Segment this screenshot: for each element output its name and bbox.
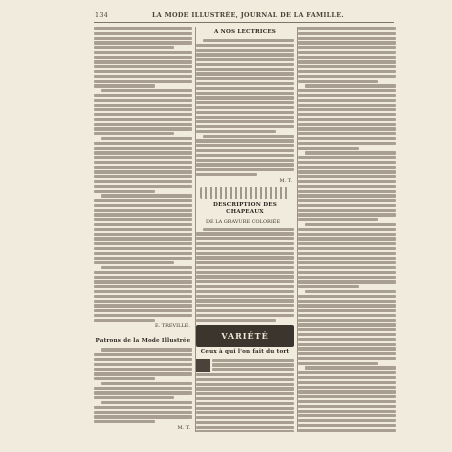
ornament-divider bbox=[200, 187, 290, 199]
text-line bbox=[196, 173, 257, 176]
text-line bbox=[298, 127, 396, 130]
text-line bbox=[298, 65, 396, 68]
text-line bbox=[196, 116, 294, 119]
text-line bbox=[94, 271, 192, 274]
text-line bbox=[94, 295, 192, 298]
text-line bbox=[305, 366, 396, 369]
text-line bbox=[298, 357, 396, 360]
text-line bbox=[196, 87, 294, 90]
text-line bbox=[196, 237, 294, 240]
text-line bbox=[298, 395, 396, 398]
text-line bbox=[101, 348, 192, 351]
text-line bbox=[298, 276, 396, 279]
text-line bbox=[298, 190, 396, 193]
text-line bbox=[298, 405, 396, 408]
text-line bbox=[298, 32, 396, 35]
text-line bbox=[298, 237, 396, 240]
text-line bbox=[94, 358, 192, 361]
text-line bbox=[94, 228, 192, 231]
drop-cap bbox=[196, 359, 210, 372]
text-line bbox=[298, 419, 396, 422]
text-line bbox=[196, 285, 294, 288]
text-line bbox=[101, 194, 192, 197]
text-line bbox=[298, 410, 396, 413]
section-title: Patrons de la Mode Illustrée bbox=[95, 338, 191, 345]
text-line bbox=[94, 276, 192, 279]
text-line bbox=[196, 149, 294, 152]
section-title: DESCRIPTION DES CHAPEAUX bbox=[213, 201, 277, 215]
text-line bbox=[101, 401, 192, 404]
text-line bbox=[196, 168, 294, 171]
text-line bbox=[196, 426, 294, 429]
text-line bbox=[298, 252, 396, 255]
text-line bbox=[101, 266, 192, 269]
text-line bbox=[101, 382, 192, 385]
text-line bbox=[94, 180, 192, 183]
text-line bbox=[94, 190, 155, 193]
text-line bbox=[196, 383, 294, 386]
banner-title: VARIÉTÉ bbox=[221, 330, 269, 341]
text-line bbox=[203, 228, 294, 231]
text-line bbox=[298, 60, 396, 63]
text-line bbox=[196, 266, 294, 269]
text-line bbox=[94, 391, 192, 394]
text-line bbox=[94, 261, 174, 264]
text-line bbox=[298, 323, 396, 326]
text-line bbox=[94, 309, 192, 312]
text-line bbox=[94, 420, 155, 423]
article-signature: M. T. bbox=[177, 424, 190, 431]
text-line bbox=[196, 63, 294, 66]
text-line bbox=[94, 60, 192, 63]
text-line bbox=[94, 170, 192, 173]
text-line bbox=[196, 256, 294, 259]
article-signature: E. TREVILLE. bbox=[154, 323, 190, 330]
text-line bbox=[298, 137, 396, 140]
text-line bbox=[94, 372, 192, 375]
text-line bbox=[298, 376, 396, 379]
text-line bbox=[94, 199, 192, 202]
text-line bbox=[196, 275, 294, 278]
text-line bbox=[298, 51, 396, 54]
text-line bbox=[298, 209, 396, 212]
header-rule bbox=[94, 22, 394, 23]
section-subtitle: DE LA GRAVURE COLORIÉE bbox=[206, 218, 281, 225]
text-line bbox=[298, 175, 396, 178]
text-line bbox=[94, 147, 192, 150]
text-line bbox=[298, 80, 378, 83]
spacer bbox=[94, 332, 192, 336]
text-line bbox=[196, 58, 294, 61]
text-line bbox=[196, 139, 294, 142]
text-line bbox=[298, 123, 396, 126]
text-line bbox=[196, 163, 294, 166]
text-line bbox=[196, 96, 294, 99]
text-line bbox=[196, 44, 294, 47]
text-line bbox=[94, 104, 192, 107]
text-line bbox=[94, 257, 192, 260]
text-line bbox=[101, 89, 192, 92]
text-line bbox=[94, 80, 192, 83]
text-line bbox=[196, 271, 294, 274]
text-line bbox=[196, 159, 294, 162]
text-line bbox=[298, 333, 396, 336]
text-line bbox=[298, 300, 396, 303]
text-line bbox=[196, 309, 294, 312]
text-line bbox=[94, 108, 192, 111]
text-line bbox=[298, 56, 396, 59]
text-line bbox=[298, 233, 396, 236]
text-line bbox=[94, 233, 192, 236]
text-line bbox=[298, 27, 396, 30]
text-line bbox=[196, 232, 294, 235]
text-line bbox=[196, 72, 294, 75]
text-line bbox=[298, 104, 396, 107]
text-line bbox=[94, 75, 192, 78]
text-line bbox=[94, 94, 192, 97]
text-line bbox=[94, 242, 192, 245]
text-line bbox=[298, 228, 396, 231]
text-line bbox=[298, 156, 396, 159]
text-line bbox=[94, 285, 192, 288]
text-line bbox=[94, 314, 192, 317]
text-line bbox=[298, 204, 396, 207]
text-line bbox=[298, 362, 378, 365]
text-line bbox=[298, 213, 396, 216]
text-line bbox=[298, 314, 396, 317]
text-line bbox=[298, 285, 359, 288]
text-line bbox=[94, 127, 192, 130]
text-line bbox=[94, 213, 192, 216]
text-line bbox=[298, 371, 396, 374]
text-line bbox=[298, 319, 396, 322]
text-line bbox=[298, 266, 396, 269]
text-line bbox=[298, 199, 396, 202]
text-line bbox=[94, 185, 192, 188]
text-line bbox=[298, 295, 396, 298]
text-line bbox=[298, 89, 396, 92]
text-line bbox=[94, 142, 192, 145]
text-line bbox=[298, 41, 396, 44]
text-line bbox=[196, 411, 294, 414]
text-line bbox=[196, 261, 294, 264]
column-2 bbox=[196, 27, 294, 432]
text-line bbox=[212, 363, 294, 366]
column-1 bbox=[94, 27, 192, 432]
text-line bbox=[298, 180, 396, 183]
text-line bbox=[94, 113, 192, 116]
text-line bbox=[298, 75, 396, 78]
text-line bbox=[94, 65, 192, 68]
text-line bbox=[298, 185, 396, 188]
text-line bbox=[94, 161, 192, 164]
text-line bbox=[305, 223, 396, 226]
text-line bbox=[298, 37, 396, 40]
text-line bbox=[196, 252, 294, 255]
text-line bbox=[94, 166, 192, 169]
text-line bbox=[94, 175, 192, 178]
text-line bbox=[196, 53, 294, 56]
text-line bbox=[196, 290, 294, 293]
text-line bbox=[94, 56, 192, 59]
text-line bbox=[94, 415, 192, 418]
text-line bbox=[298, 147, 359, 150]
story-title: Ceux à qui l'on fait du tort bbox=[200, 348, 290, 355]
text-line bbox=[94, 37, 192, 40]
text-line bbox=[196, 402, 294, 405]
text-line bbox=[196, 314, 294, 317]
text-line bbox=[94, 290, 192, 293]
text-line bbox=[298, 108, 396, 111]
text-line bbox=[196, 247, 294, 250]
text-line bbox=[94, 46, 174, 49]
text-line bbox=[94, 396, 174, 399]
text-line bbox=[196, 430, 294, 432]
text-line bbox=[298, 347, 396, 350]
column-3 bbox=[298, 27, 396, 432]
text-line bbox=[196, 280, 294, 283]
text-line bbox=[94, 363, 192, 366]
text-line bbox=[196, 304, 294, 307]
text-line bbox=[94, 406, 192, 409]
text-line bbox=[305, 151, 396, 154]
text-line bbox=[196, 154, 294, 157]
text-line bbox=[196, 49, 294, 52]
text-line bbox=[298, 381, 396, 384]
text-line bbox=[196, 319, 276, 322]
text-line bbox=[298, 46, 396, 49]
text-line bbox=[298, 161, 396, 164]
text-line bbox=[298, 166, 396, 169]
text-line bbox=[298, 142, 396, 145]
text-line bbox=[196, 77, 294, 80]
text-line bbox=[298, 113, 396, 116]
text-line bbox=[298, 194, 396, 197]
article-signature: M. T. bbox=[279, 177, 292, 184]
text-line bbox=[94, 84, 155, 87]
text-line bbox=[298, 242, 396, 245]
text-line bbox=[298, 338, 396, 341]
text-line bbox=[196, 373, 294, 376]
text-line bbox=[298, 343, 396, 346]
variete-banner bbox=[196, 325, 294, 347]
text-line bbox=[298, 309, 396, 312]
text-line bbox=[196, 82, 294, 85]
text-line bbox=[94, 209, 192, 212]
text-line bbox=[196, 101, 294, 104]
text-line bbox=[94, 156, 192, 159]
text-line bbox=[305, 84, 396, 87]
text-line bbox=[298, 280, 396, 283]
text-line bbox=[101, 137, 192, 140]
text-line bbox=[196, 111, 294, 114]
text-line bbox=[298, 414, 396, 417]
text-line bbox=[94, 118, 192, 121]
text-line bbox=[212, 368, 294, 371]
text-line bbox=[196, 295, 294, 298]
text-line bbox=[196, 120, 294, 123]
text-line bbox=[298, 400, 396, 403]
text-line bbox=[196, 92, 294, 95]
text-line bbox=[196, 421, 294, 424]
section-title: A NOS LECTRICES bbox=[213, 29, 277, 35]
text-line bbox=[298, 132, 396, 135]
text-line bbox=[212, 359, 294, 362]
text-line bbox=[298, 304, 396, 307]
text-line bbox=[94, 132, 174, 135]
text-line bbox=[94, 32, 192, 35]
drop-cap-lines bbox=[212, 359, 294, 373]
text-line bbox=[196, 125, 294, 128]
text-line bbox=[94, 151, 192, 154]
text-line bbox=[298, 257, 396, 260]
text-line bbox=[196, 68, 294, 71]
text-line bbox=[94, 319, 155, 322]
text-line bbox=[298, 429, 396, 432]
text-line bbox=[94, 218, 192, 221]
text-line bbox=[298, 386, 396, 389]
text-line bbox=[94, 304, 192, 307]
text-line bbox=[196, 130, 276, 133]
text-line bbox=[196, 392, 294, 395]
text-line bbox=[94, 377, 155, 380]
text-line bbox=[196, 299, 294, 302]
story-opening bbox=[196, 359, 294, 373]
text-line bbox=[203, 135, 294, 138]
text-line bbox=[203, 39, 294, 42]
text-line bbox=[298, 328, 396, 331]
text-line bbox=[298, 218, 378, 221]
text-line bbox=[298, 247, 396, 250]
text-line bbox=[298, 261, 396, 264]
text-line bbox=[94, 99, 192, 102]
text-line bbox=[298, 118, 396, 121]
text-line bbox=[94, 123, 192, 126]
text-line bbox=[298, 390, 396, 393]
text-line bbox=[298, 424, 396, 427]
text-line bbox=[298, 352, 396, 355]
text-line bbox=[196, 387, 294, 390]
text-line bbox=[298, 94, 396, 97]
text-line bbox=[94, 353, 192, 356]
text-line bbox=[94, 300, 192, 303]
text-line bbox=[94, 70, 192, 73]
text-line bbox=[298, 271, 396, 274]
page-number: 134 bbox=[95, 11, 109, 19]
journal-title: LA MODE ILLUSTRÉE, JOURNAL DE LA FAMILLE. bbox=[152, 11, 344, 19]
text-line bbox=[196, 407, 294, 410]
text-line bbox=[94, 247, 192, 250]
text-line bbox=[94, 237, 192, 240]
text-line bbox=[94, 387, 192, 390]
text-line bbox=[196, 416, 294, 419]
text-line bbox=[196, 378, 294, 381]
text-line bbox=[196, 397, 294, 400]
text-line bbox=[94, 411, 192, 414]
text-line bbox=[94, 204, 192, 207]
text-line bbox=[94, 280, 192, 283]
text-line bbox=[305, 290, 396, 293]
text-line bbox=[94, 51, 192, 54]
text-line bbox=[298, 170, 396, 173]
text-line bbox=[94, 368, 192, 371]
text-line bbox=[298, 99, 396, 102]
text-line bbox=[196, 242, 294, 245]
text-line bbox=[94, 27, 192, 30]
text-line bbox=[94, 41, 192, 44]
text-line bbox=[196, 144, 294, 147]
text-line bbox=[298, 70, 396, 73]
text-line bbox=[196, 106, 294, 109]
text-line bbox=[94, 223, 192, 226]
text-line bbox=[94, 252, 192, 255]
